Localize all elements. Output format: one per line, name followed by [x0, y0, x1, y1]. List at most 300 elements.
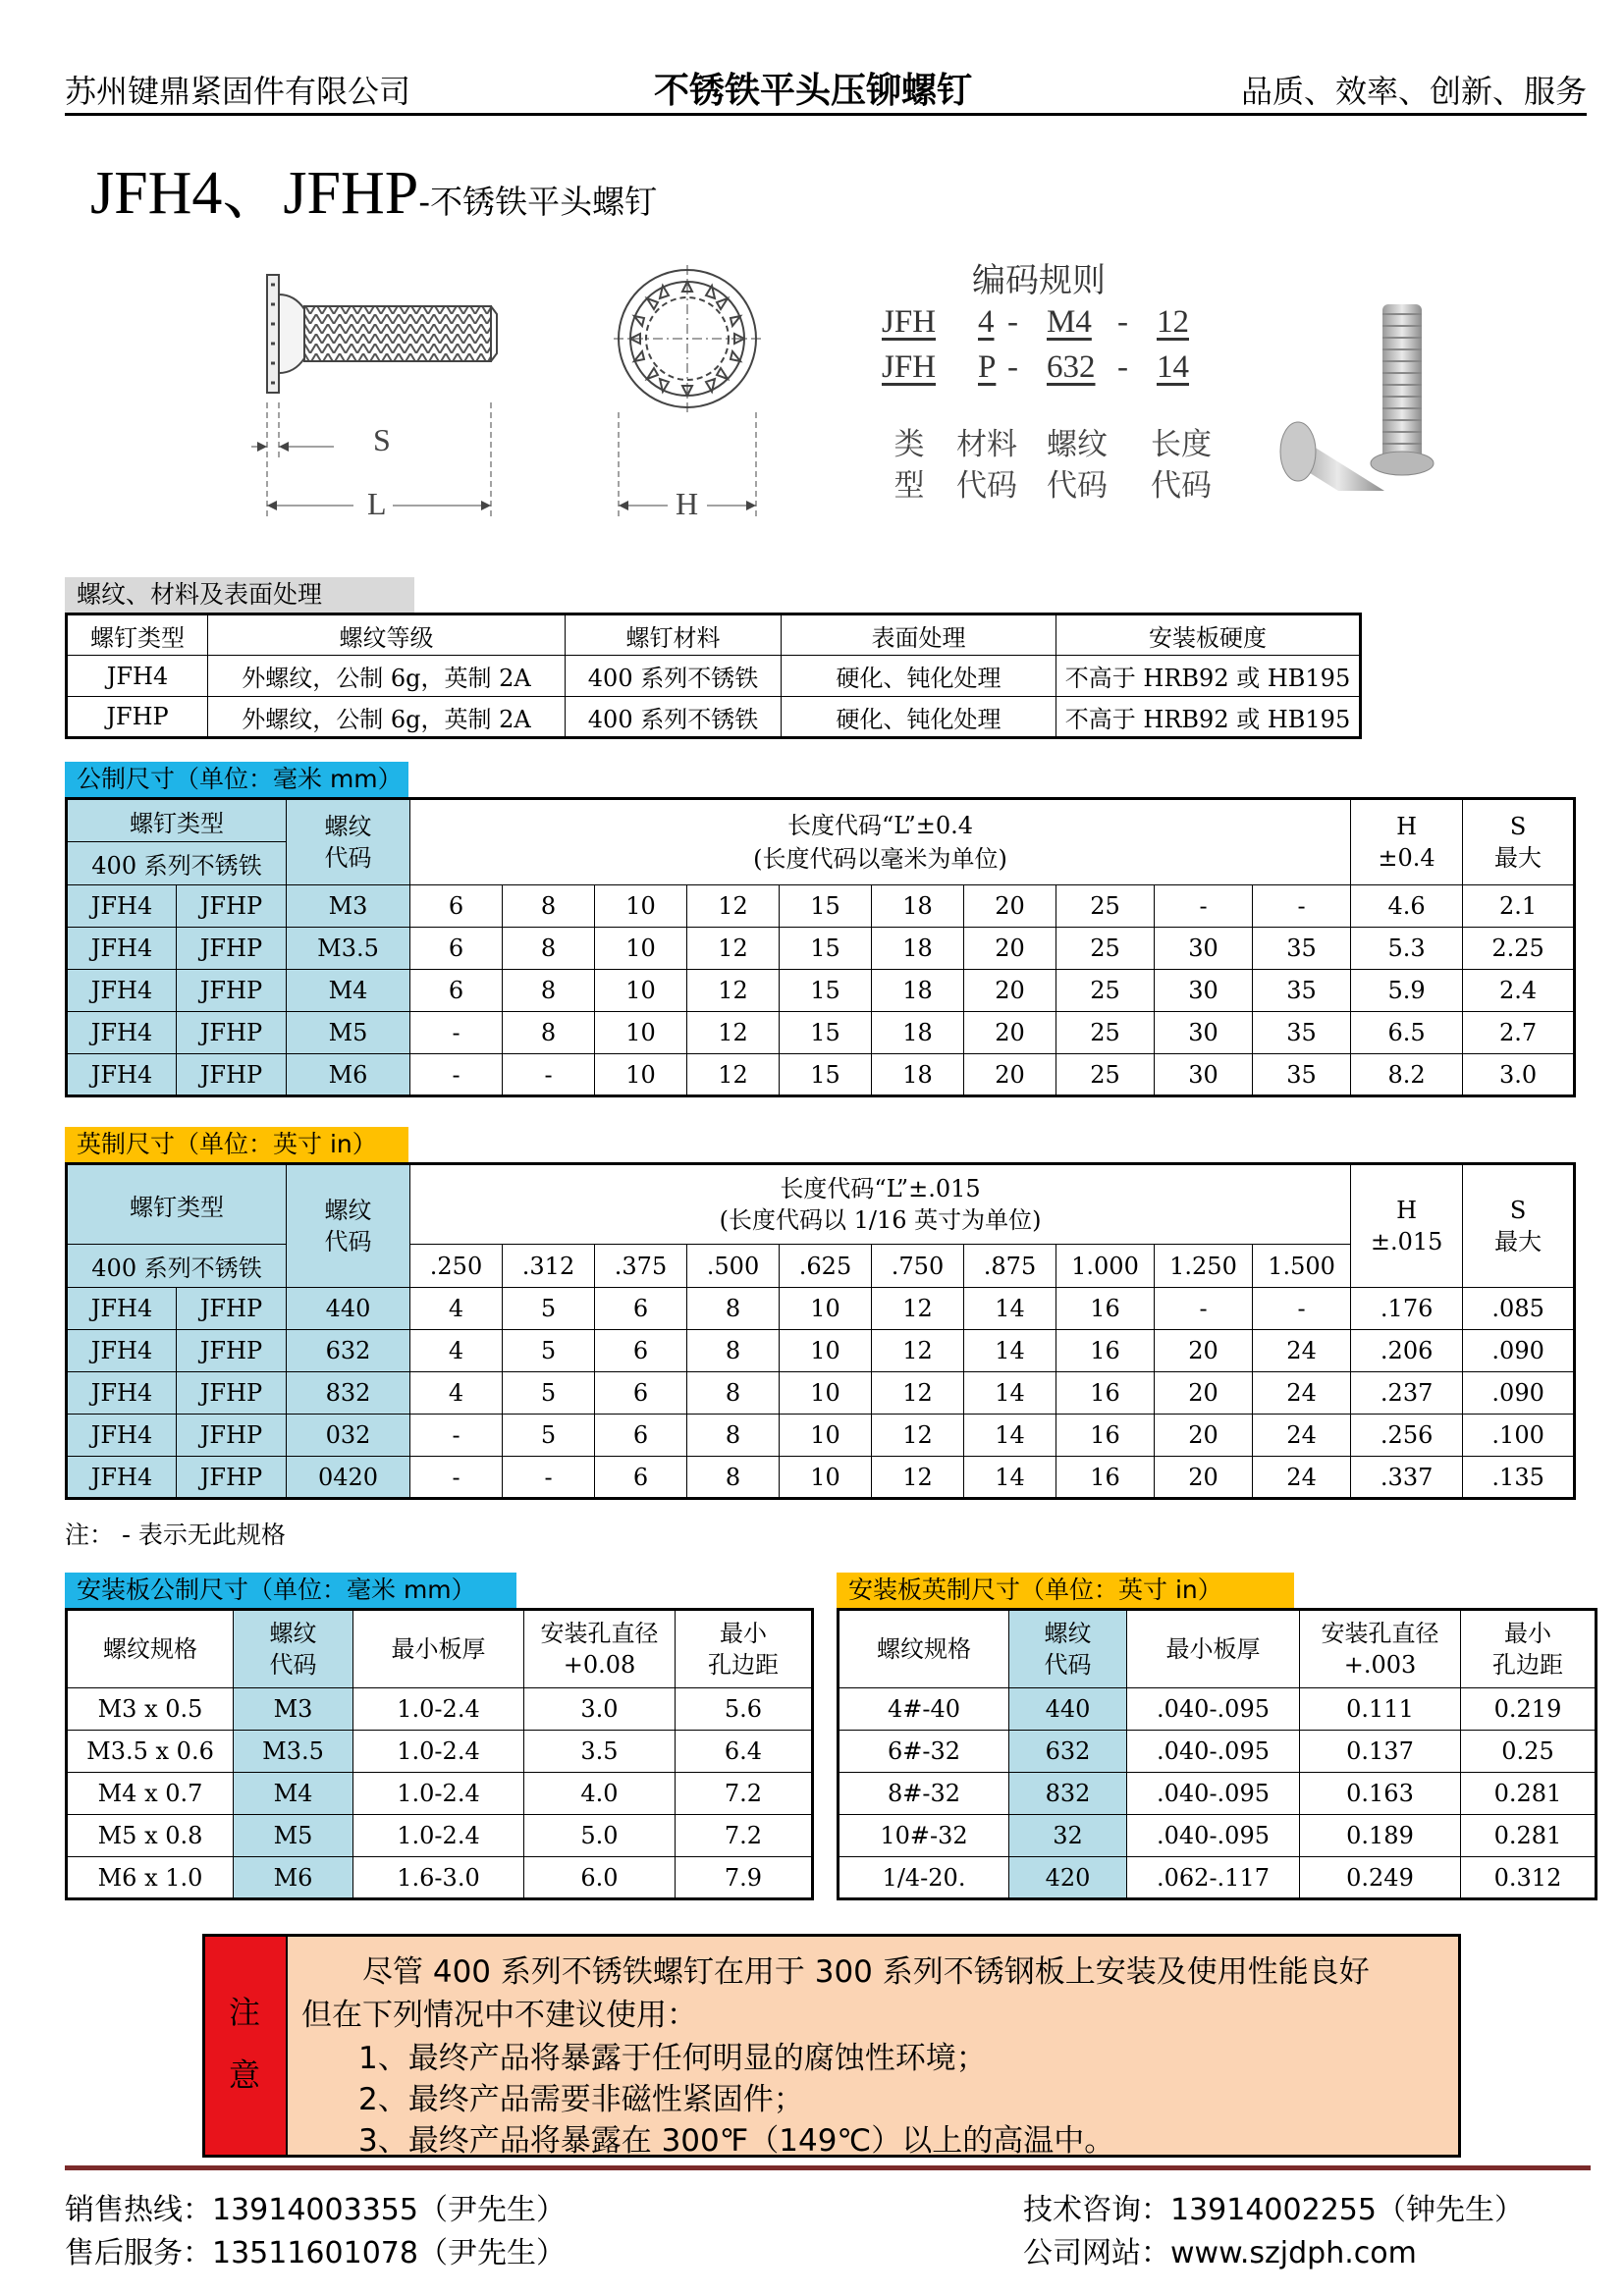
table-cell: .206 [1351, 1330, 1463, 1372]
table-cell: - [410, 1012, 503, 1054]
table-cell: .085 [1463, 1288, 1575, 1330]
table-cell: 35 [1253, 928, 1351, 970]
table-cell: 12 [687, 885, 780, 928]
table-cell: 032 [287, 1415, 410, 1457]
length-header-cell: 1.500 [1253, 1245, 1351, 1288]
table-cell: - [410, 1415, 503, 1457]
table-row [839, 1731, 1597, 1773]
table-cell: JFHP [177, 1330, 287, 1372]
table-cell: 18 [872, 1012, 964, 1054]
table-cell: 20 [964, 1012, 1056, 1054]
screw-top-drawing [609, 265, 776, 520]
table-cell: 5.6 [676, 1688, 813, 1731]
table-cell: 6.0 [524, 1857, 676, 1899]
table-cell: 0.281 [1461, 1815, 1597, 1857]
table-cell: 4#-40 [839, 1688, 1009, 1731]
table-cell: 3.5 [524, 1731, 676, 1773]
table-cell: 8 [687, 1457, 780, 1499]
table-cell: 16 [1056, 1457, 1155, 1499]
table-cell: M3 [234, 1688, 353, 1731]
panel-header-cell: 螺纹规格 [67, 1610, 234, 1688]
table-cell: 10 [595, 1054, 687, 1096]
table-cell: 0.163 [1300, 1773, 1461, 1815]
table-cell: 12 [687, 1012, 780, 1054]
table-cell: 1.0-2.4 [353, 1688, 524, 1731]
table-cell: 0.281 [1461, 1773, 1597, 1815]
table-cell: 2.4 [1463, 970, 1575, 1012]
table-cell: 0.25 [1461, 1731, 1597, 1773]
table-cell: 6 [595, 1288, 687, 1330]
panel-metric-table [65, 1608, 814, 1900]
table-cell: 4 [410, 1372, 503, 1415]
table-cell: 10 [780, 1330, 872, 1372]
table-cell: 24 [1253, 1415, 1351, 1457]
code-label-thread: 螺纹 代码 [1047, 427, 1108, 504]
material-header-cell: 螺纹等级 [208, 614, 566, 656]
warning-line: 但在下列情况中不建议使用： [301, 1998, 697, 2033]
material-header: 400 系列不锈铁 [67, 842, 287, 885]
table-cell: 632 [287, 1330, 410, 1372]
table-cell: 24 [1253, 1372, 1351, 1415]
warning-box [202, 1934, 1461, 2158]
table-row [839, 1688, 1597, 1731]
table-cell: .090 [1463, 1372, 1575, 1415]
table-cell: M5 [287, 1012, 410, 1054]
table-cell: 5.0 [524, 1815, 676, 1857]
length-header-cell: 1.000 [1056, 1245, 1155, 1288]
table-cell: 24 [1253, 1457, 1351, 1499]
table-cell: 8 [687, 1288, 780, 1330]
table-cell: 20 [1155, 1415, 1253, 1457]
table-cell: 6 [595, 1330, 687, 1372]
table-cell: M5 x 0.8 [67, 1815, 234, 1857]
table-cell: JFHP [177, 1054, 287, 1096]
table-row [67, 1288, 1575, 1330]
table-cell: JFH4 [67, 1415, 177, 1457]
table-cell: - [410, 1054, 503, 1096]
table-cell: 20 [1155, 1457, 1253, 1499]
table-cell: 8#-32 [839, 1773, 1009, 1815]
table-cell: 5 [503, 1372, 595, 1415]
table-cell: 6 [595, 1372, 687, 1415]
metric-section-label: 公制尺寸（单位：毫米 mm） [65, 762, 408, 797]
table-cell: M5 [234, 1815, 353, 1857]
table-cell: .040-.095 [1127, 1815, 1300, 1857]
table-row [67, 885, 1575, 928]
table-cell: 15 [780, 1054, 872, 1096]
material-header-cell: 表面处理 [782, 614, 1056, 656]
table-cell: 12 [872, 1415, 964, 1457]
table-cell: 20 [1155, 1330, 1253, 1372]
table-row [67, 1731, 813, 1773]
table-cell: M3.5 x 0.6 [67, 1731, 234, 1773]
table-row [67, 1815, 813, 1857]
type-header: 螺钉类型 [67, 799, 287, 842]
table-cell: 30 [1155, 928, 1253, 970]
table-cell: - [1253, 1288, 1351, 1330]
table-cell: 20 [964, 970, 1056, 1012]
table-cell: - [1155, 1288, 1253, 1330]
length-header: 长度代码“L”±0.4 (长度代码以毫米为单位) [410, 799, 1351, 885]
table-cell: - [503, 1054, 595, 1096]
table-cell: 6 [410, 970, 503, 1012]
table-cell: 12 [872, 1330, 964, 1372]
table-cell: 420 [1009, 1857, 1127, 1899]
metric-table [65, 797, 1576, 1097]
table-cell: .135 [1463, 1457, 1575, 1499]
imperial-section-label: 英制尺寸（单位：英寸 in） [65, 1127, 408, 1162]
table-cell: 8.2 [1351, 1054, 1463, 1096]
table-cell: JFHP [177, 1372, 287, 1415]
length-header-cell: .375 [595, 1245, 687, 1288]
table-cell: JFHP [177, 1415, 287, 1457]
table-cell: 832 [1009, 1773, 1127, 1815]
panel-header-cell: 螺纹 代码 [234, 1610, 353, 1688]
table-cell: M6 [234, 1857, 353, 1899]
table-cell: 16 [1056, 1372, 1155, 1415]
table-row [67, 1330, 1575, 1372]
table-cell: 12 [687, 970, 780, 1012]
table-cell: .100 [1463, 1415, 1575, 1457]
panel-header-cell: 螺纹 代码 [1009, 1610, 1127, 1688]
table-cell: 3.0 [524, 1688, 676, 1731]
table-cell: JFH4 [67, 928, 177, 970]
code-label-material: 材料 代码 [956, 427, 1017, 504]
tech-consult: 技术咨询：13914002255（钟先生） [1023, 2193, 1524, 2227]
page-subtitle: -不锈铁平头螺钉 [418, 183, 658, 221]
h-header: H ±.015 [1351, 1164, 1463, 1288]
table-cell: JFH4 [67, 1012, 177, 1054]
table-row [67, 1457, 1575, 1499]
doc-title: 不锈铁平头压铆螺钉 [654, 71, 973, 111]
table-cell: 12 [872, 1288, 964, 1330]
label-h: H [676, 486, 699, 521]
table-cell: JFH4 [67, 970, 177, 1012]
table-cell: 12 [687, 1054, 780, 1096]
table-cell: JFH4 [67, 885, 177, 928]
table-cell: JFHP [177, 885, 287, 928]
coding-title: 编码规则 [972, 261, 1106, 300]
table-cell: 25 [1056, 970, 1155, 1012]
table-cell: 0.219 [1461, 1688, 1597, 1731]
table-cell: 6 [595, 1457, 687, 1499]
sales-hotline: 销售热线：13914003355（尹先生） [65, 2193, 566, 2227]
table-cell: 5 [503, 1288, 595, 1330]
table-row [67, 1054, 1575, 1096]
table-cell: 8 [503, 928, 595, 970]
table-cell: 2.25 [1463, 928, 1575, 970]
code-label-type: 类 型 [893, 427, 925, 504]
screw-side-drawing [245, 265, 530, 520]
table-cell: 30 [1155, 1054, 1253, 1096]
table-cell: M3.5 [234, 1731, 353, 1773]
thread-header: 螺纹 代码 [287, 799, 410, 885]
table-cell: JFH4 [67, 1288, 177, 1330]
table-cell: .040-.095 [1127, 1773, 1300, 1815]
table-cell: 10 [780, 1457, 872, 1499]
after-sales: 售后服务：13511601078（尹先生） [65, 2236, 566, 2270]
warning-tag: 注 意 [205, 1937, 288, 2155]
table-row [67, 1688, 813, 1731]
material-section-label: 螺纹、材料及表面处理 [65, 577, 414, 613]
warning-line: 3、最终产品将暴露在 300℉（149℃）以上的高温中。 [358, 2123, 1115, 2159]
material-table [65, 613, 1362, 739]
table-cell: 18 [872, 928, 964, 970]
table-cell: 10 [780, 1372, 872, 1415]
table-cell: .176 [1351, 1288, 1463, 1330]
type-header: 螺钉类型 [67, 1164, 287, 1245]
table-cell: 4 [410, 1330, 503, 1372]
table-cell: 32 [1009, 1815, 1127, 1857]
table-cell: 5.9 [1351, 970, 1463, 1012]
table-cell: 8 [687, 1415, 780, 1457]
table-cell: 16 [1056, 1415, 1155, 1457]
table-cell: 18 [872, 1054, 964, 1096]
table-cell: .040-.095 [1127, 1731, 1300, 1773]
table-cell: 4.0 [524, 1773, 676, 1815]
table-cell: - [1155, 885, 1253, 928]
table-cell: 20 [964, 928, 1056, 970]
table-cell: 30 [1155, 1012, 1253, 1054]
table-cell: 18 [872, 970, 964, 1012]
table-row [67, 1773, 813, 1815]
table-row [67, 970, 1575, 1012]
table-cell: M4 x 0.7 [67, 1773, 234, 1815]
table-cell: 1.6-3.0 [353, 1857, 524, 1899]
table-cell: 2.1 [1463, 885, 1575, 928]
label-l: L [367, 486, 387, 521]
length-header-cell: .500 [687, 1245, 780, 1288]
panel-header-cell: 最小 孔边距 [676, 1610, 813, 1688]
length-header-cell: .875 [964, 1245, 1056, 1288]
warning-line: 2、最终产品需要非磁性紧固件； [358, 2082, 804, 2117]
panel-imperial-label: 安装板英制尺寸（单位：英寸 in） [837, 1573, 1294, 1608]
table-row [839, 1815, 1597, 1857]
table-cell: 4.6 [1351, 885, 1463, 928]
table-cell: 10 [595, 970, 687, 1012]
code-label-length: 长度 代码 [1151, 427, 1212, 504]
table-cell: 10 [595, 1012, 687, 1054]
table-cell: JFH4 [67, 1330, 177, 1372]
table-cell: 0.249 [1300, 1857, 1461, 1899]
slogan: 品质、效率、创新、服务 [1240, 73, 1587, 110]
length-header-cell: .312 [503, 1245, 595, 1288]
length-header: 长度代码“L”±.015 (长度代码以 1/16 英寸为单位) [410, 1164, 1351, 1245]
h-header: H ±0.4 [1351, 799, 1463, 885]
panel-header-cell: 最小板厚 [353, 1610, 524, 1688]
table-cell: 7.2 [676, 1773, 813, 1815]
product-photo [1276, 294, 1443, 491]
table-cell: 24 [1253, 1330, 1351, 1372]
material-header-cell: 螺钉类型 [67, 614, 208, 656]
table-cell: 10 [780, 1288, 872, 1330]
length-header-cell: .625 [780, 1245, 872, 1288]
table-row [67, 1372, 1575, 1415]
s-header: S 最大 [1463, 799, 1575, 885]
table-cell: 14 [964, 1288, 1056, 1330]
table-cell: 14 [964, 1415, 1056, 1457]
table-cell: .040-.095 [1127, 1688, 1300, 1731]
table-row [839, 1773, 1597, 1815]
company-name: 苏州键鼎紧固件有限公司 [65, 73, 411, 110]
table-cell: 4 [410, 1288, 503, 1330]
table-cell: JFHP [177, 1457, 287, 1499]
website-link[interactable]: 公司网站：www.szjdph.com [1023, 2236, 1417, 2270]
table-cell: 1.0-2.4 [353, 1815, 524, 1857]
table-cell: 18 [872, 885, 964, 928]
table-cell: 15 [780, 885, 872, 928]
table-cell: 6.4 [676, 1731, 813, 1773]
page-title: JFH4、JFHP-不锈铁平头螺钉 [90, 160, 658, 227]
material-header-cell: 螺钉材料 [566, 614, 782, 656]
table-cell: 7.9 [676, 1857, 813, 1899]
table-cell: 15 [780, 970, 872, 1012]
table-cell: 5 [503, 1415, 595, 1457]
panel-header-cell: 安装孔直径 +.003 [1300, 1610, 1461, 1688]
coding-row-1: JFH 4 - M4 - 12 [882, 304, 1189, 340]
table-cell: 25 [1056, 1054, 1155, 1096]
table-cell: 6.5 [1351, 1012, 1463, 1054]
table-cell: 8 [687, 1330, 780, 1372]
panel-metric-label: 安装板公制尺寸（单位：毫米 mm） [65, 1573, 516, 1608]
table-cell: JFHP [177, 928, 287, 970]
table-cell: 1.0-2.4 [353, 1773, 524, 1815]
table-cell: 14 [964, 1457, 1056, 1499]
table-cell: 440 [287, 1288, 410, 1330]
table-cell: 35 [1253, 1012, 1351, 1054]
table-row [67, 928, 1575, 970]
table-cell: 12 [872, 1372, 964, 1415]
table-cell: M6 [287, 1054, 410, 1096]
table-cell: 16 [1056, 1330, 1155, 1372]
table-cell: M3.5 [287, 928, 410, 970]
table-row [67, 1415, 1575, 1457]
table-cell: 6 [410, 928, 503, 970]
table-cell: - [1253, 885, 1351, 928]
table-row [67, 1857, 813, 1899]
table-cell: 20 [1155, 1372, 1253, 1415]
table-cell: 14 [964, 1372, 1056, 1415]
table-cell: JFH4 [67, 1457, 177, 1499]
table-cell: JFH4 [67, 1054, 177, 1096]
table-row: JFH4 外螺纹，公制 6g，英制 2A 400 系列不锈铁 硬化、钝化处理 不高于 HRB92 或 HB195 [67, 656, 1361, 697]
table-cell: 25 [1056, 928, 1155, 970]
table-cell: .337 [1351, 1457, 1463, 1499]
table-cell: JFHP [177, 1012, 287, 1054]
table-cell: JFH4 [67, 1372, 177, 1415]
panel-imperial-table [837, 1608, 1597, 1900]
table-cell: 1.0-2.4 [353, 1731, 524, 1773]
table-cell: 6#-32 [839, 1731, 1009, 1773]
table-cell: 12 [872, 1457, 964, 1499]
table-cell: JFHP [177, 1288, 287, 1330]
table-cell: 7.2 [676, 1815, 813, 1857]
table-row: JFHP 外螺纹，公制 6g，英制 2A 400 系列不锈铁 硬化、钝化处理 不高于 HRB92 或 HB195 [67, 697, 1361, 738]
coding-row-2: JFH P - 632 - 14 [882, 349, 1189, 385]
table-cell: 8 [503, 885, 595, 928]
page-header [65, 61, 1587, 116]
table-cell: 0.111 [1300, 1688, 1461, 1731]
material-header: 400 系列不锈铁 [67, 1245, 287, 1288]
table-cell: M3 [287, 885, 410, 928]
panel-header-cell: 安装孔直径 +0.08 [524, 1610, 676, 1688]
footer-divider [65, 2165, 1591, 2170]
table-cell: 6 [595, 1415, 687, 1457]
table-cell: 632 [1009, 1731, 1127, 1773]
table-cell: 10#-32 [839, 1815, 1009, 1857]
table-cell: 35 [1253, 1054, 1351, 1096]
table-cell: .256 [1351, 1415, 1463, 1457]
thread-header: 螺纹 代码 [287, 1164, 410, 1288]
table-cell: 8 [687, 1372, 780, 1415]
material-header-cell: 安装板硬度 [1056, 614, 1361, 656]
length-header-cell: .250 [410, 1245, 503, 1288]
table-cell: 20 [964, 1054, 1056, 1096]
table-cell: 14 [964, 1330, 1056, 1372]
panel-header-cell: 螺纹规格 [839, 1610, 1009, 1688]
table-cell: M4 [234, 1773, 353, 1815]
table-cell: 5 [503, 1330, 595, 1372]
table-cell: 10 [595, 928, 687, 970]
imperial-table [65, 1162, 1576, 1500]
panel-header-cell: 最小板厚 [1127, 1610, 1300, 1688]
warning-line: 1、最终产品将暴露于任何明显的腐蚀性环境； [358, 2041, 987, 2076]
table-row [839, 1857, 1597, 1899]
table-cell: 25 [1056, 1012, 1155, 1054]
table-cell: 8 [503, 1012, 595, 1054]
table-cell: JFHP [177, 970, 287, 1012]
table-cell: - [503, 1457, 595, 1499]
table-cell: .090 [1463, 1330, 1575, 1372]
table-cell: M6 x 1.0 [67, 1857, 234, 1899]
table-cell: 0.189 [1300, 1815, 1461, 1857]
table-cell: 15 [780, 928, 872, 970]
table-cell: 3.0 [1463, 1054, 1575, 1096]
footnote: 注： - 表示无此规格 [65, 1521, 286, 1549]
table-cell: 10 [595, 885, 687, 928]
table-cell: 20 [964, 885, 1056, 928]
table-cell: 10 [780, 1415, 872, 1457]
warning-line: 尽管 400 系列不锈铁螺钉在用于 300 系列不锈钢板上安装及使用性能良好 [362, 1954, 1370, 1990]
s-header: S 最大 [1463, 1164, 1575, 1288]
table-cell: .237 [1351, 1372, 1463, 1415]
panel-header-cell: 最小 孔边距 [1461, 1610, 1597, 1688]
table-cell: 12 [687, 928, 780, 970]
table-cell: 6 [410, 885, 503, 928]
table-cell: M4 [287, 970, 410, 1012]
table-cell: 0.312 [1461, 1857, 1597, 1899]
table-cell: 1/4-20. [839, 1857, 1009, 1899]
length-header-cell: .750 [872, 1245, 964, 1288]
table-cell: 8 [503, 970, 595, 1012]
table-cell: 5.3 [1351, 928, 1463, 970]
table-cell: 15 [780, 1012, 872, 1054]
table-cell: 25 [1056, 885, 1155, 928]
table-row [67, 1012, 1575, 1054]
table-cell: 440 [1009, 1688, 1127, 1731]
table-cell: 0.137 [1300, 1731, 1461, 1773]
length-header-cell: 1.250 [1155, 1245, 1253, 1288]
table-cell: - [410, 1457, 503, 1499]
table-cell: 0420 [287, 1457, 410, 1499]
table-cell: 16 [1056, 1288, 1155, 1330]
table-cell: 35 [1253, 970, 1351, 1012]
table-cell: 832 [287, 1372, 410, 1415]
table-cell: 2.7 [1463, 1012, 1575, 1054]
table-cell: 30 [1155, 970, 1253, 1012]
label-s: S [373, 422, 391, 457]
table-cell: M3 x 0.5 [67, 1688, 234, 1731]
